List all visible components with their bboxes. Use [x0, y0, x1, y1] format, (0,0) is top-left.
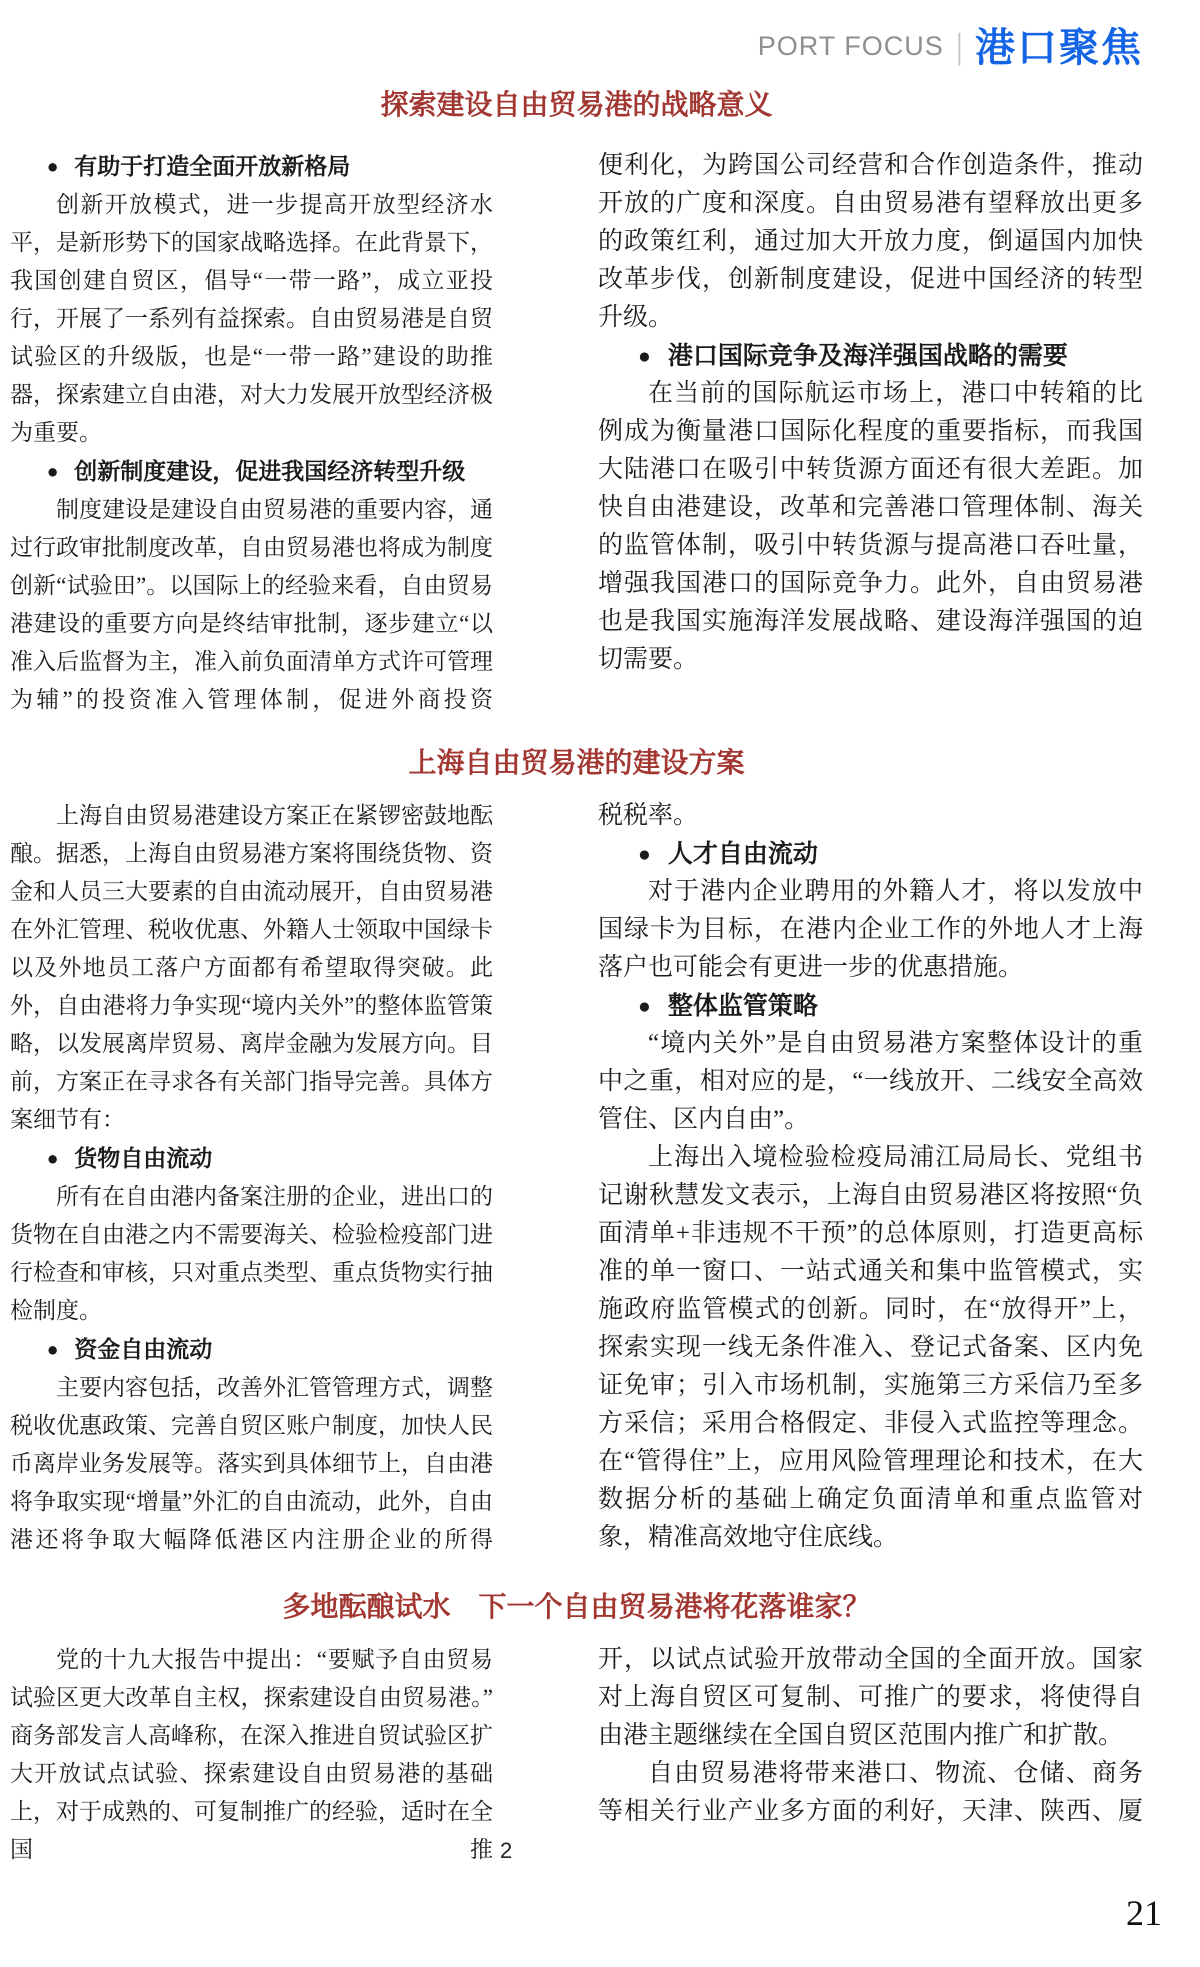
heading-label: 有助于打造全面开放新格局 [74, 153, 351, 179]
section-title-strategic-significance: 探索建设自由贸易港的战略意义 [380, 89, 773, 120]
column-left [10, 1641, 493, 1869]
inner-page-number: 2 [500, 1838, 513, 1863]
heading-label: 货物自由流动 [74, 1145, 213, 1171]
bullet-icon: ● [46, 461, 59, 483]
bullet-heading [10, 452, 493, 491]
section-title-next-free-trade-port: 多地酝酿试水 下一个自由贸易港将花落谁家？ [282, 1591, 871, 1622]
column-left [10, 797, 493, 1559]
heading-label: 资金自由流动 [74, 1336, 213, 1362]
paragraph: 在当前的国际航运市场上，港口中转箱的比例成为衡量港口国际化程度的重要指标，而我国大陆港口在吸引中转货源方面还有很大差距。加快自由港建设，改革和完善港口管理体制、海关的监管体制，吸引中转货源与提高港口吞吐量，增强我国港口的国际竞争力。此外，自由贸易港也是我国实施海洋发展战略、建设海洋强国的迫切需要。 [598, 380, 1143, 673]
bullet-heading [598, 835, 1143, 873]
column-right [598, 797, 1143, 1559]
paragraph: 主要内容包括，改善外汇管管理方式，调整税收优惠政策、完善自贸区账户制度，加快人民币离岸业务发展等。落实到具体细节上，自由港将争取实现“增量”外汇的自由流动，此外，自由港还将争取大幅降低港区内注册企业的所得 [10, 1375, 493, 1552]
heading-label: 港口国际竞争及海洋强国战略的需要 [667, 342, 1068, 370]
paragraph: 党的十九大报告中提出：“要赋予自由贸易试验区更大改革自主权，探索建设自由贸易港。”商务部发言人高峰称，在深入推进自贸试验区扩大开放试点试验、探索建设自由贸易港的基础上，对于成熟的、可复制推广的经验，适时在全国推 [10, 1647, 493, 1862]
column-right [598, 1641, 1143, 1869]
paragraph: 上海自由贸易港建设方案正在紧锣密鼓地酝酿。据悉，上海自由贸易港方案将围绕货物、资金和人员三大要素的自由流动展开，自由贸易港在外汇管理、税收优惠、外籍人士领取中国绿卡以及外地员工落户方面都有希望取得突破。此外，自由港将力争实现“境内关外”的整体监管策略，以发展离岸贸易、离岸金融为发展方向。目前，方案正在寻求各有关部门指导完善。具体方案细节有： [10, 803, 493, 1132]
column-right [598, 147, 1143, 719]
paragraph: “境内关外”是自由贸易港方案整体设计的重中之重，相对应的是，“一线放开、二线安全高效管住、区内自由”。 [598, 1030, 1143, 1133]
heading-label: 整体监管策略 [667, 992, 818, 1020]
paragraph: 自由贸易港将带来港口、物流、仓储、商务等相关行业产业多方面的利好，天津、陕西、厦 [598, 1760, 1143, 1825]
section-title-shanghai-plan: 上海自由贸易港的建设方案 [408, 747, 745, 778]
bullet-heading [598, 987, 1143, 1025]
section-columns [10, 1641, 1200, 1869]
paragraph: 所有在自由港内备案注册的企业，进出口的货物在自由港之内不需要海关、检验检疫部门进行检查和审核，只对重点类型、重点货物实行抽检制度。 [10, 1184, 493, 1323]
outer-page-number: 21 [1126, 1893, 1162, 1933]
paragraph: 便利化，为跨国公司经营和合作创造条件，推动开放的广度和深度。自由贸易港有望释放出更多的政策红利，通过加大开放力度，倒逼国内加快改革步伐，创新制度建设，促进中国经济的转型升级。 [598, 152, 1143, 331]
paragraph: 制度建设是建设自由贸易港的重要内容，通过行政审批制度改革，自由贸易港也将成为制度创新“试验田”。以国际上的经验来看，自由贸易港建设的重要方向是终结审批制，逐步建立“以准入后监督为主，准入前负面清单方式许可管理为辅”的投资准入管理体制，促进外商投资 [10, 497, 493, 712]
paragraph: 创新开放模式，进一步提高开放型经济水平，是新形势下的国家战略选择。在此背景下，我国创建自贸区，倡导“一带一路”，成立亚投行，开展了一系列有益探索。自由贸易港是自贸试验区的升级版，也是“一带一路”建设的助推器，探索建立自由港，对大力发展开放型经济极为重要。 [10, 192, 493, 445]
heading-label: 人才自由流动 [667, 840, 818, 868]
bullet-icon: ● [46, 1339, 59, 1361]
paragraph: 税税率。 [598, 802, 699, 829]
bullet-heading [10, 147, 493, 186]
paragraph: 对于港内企业聘用的外籍人才，将以发放中国绿卡为目标，在港内企业工作的外地人才上海落户也可能会有更进一步的优惠措施。 [598, 878, 1143, 981]
section-columns [10, 797, 1200, 1559]
header [10, 16, 1143, 73]
bullet-icon: ● [638, 842, 651, 866]
bullet-icon: ● [638, 994, 651, 1018]
brand-separator-bar: | [955, 26, 963, 66]
bullet-icon: ● [46, 156, 59, 178]
paragraph: 开，以试点试验开放带动全国的全面开放。国家对上海自贸区可复制、可推广的要求，将使得自由港主题继续在全国自贸区范围内推广和扩散。 [598, 1646, 1143, 1749]
paragraph: 上海出入境检验检疫局浦江局局长、党组书记谢秋慧发文表示，上海自由贸易港区将按照“负面清单+非违规不干预”的总体原则，打造更高标准的单一窗口、一站式通关和集中监管模式，实施政府监管模式的创新。同时，在“放得开”上，探索实现一线无条件准入、登记式备案、区内免证免审；引入市场机制，实施第三方采信乃至多方采信；采用合格假定、非侵入式监控等理念。在“管得住”上，应用风险管理理论和技术，在大数据分析的基础上确定负面清单和重点监管对象，精准高效地守住底线。 [598, 1144, 1143, 1551]
brand-en-label: PORT FOCUS [757, 31, 944, 61]
bullet-heading [10, 1139, 493, 1178]
bullet-heading [598, 337, 1143, 375]
brand-cn-label: 港口聚焦 [975, 26, 1143, 70]
bullet-heading [10, 1330, 493, 1369]
bullet-icon: ● [638, 344, 651, 368]
column-left [10, 147, 493, 719]
heading-label: 创新制度建设，促进我国经济转型升级 [74, 458, 466, 484]
bullet-icon: ● [46, 1148, 59, 1170]
section-columns [10, 147, 1200, 719]
